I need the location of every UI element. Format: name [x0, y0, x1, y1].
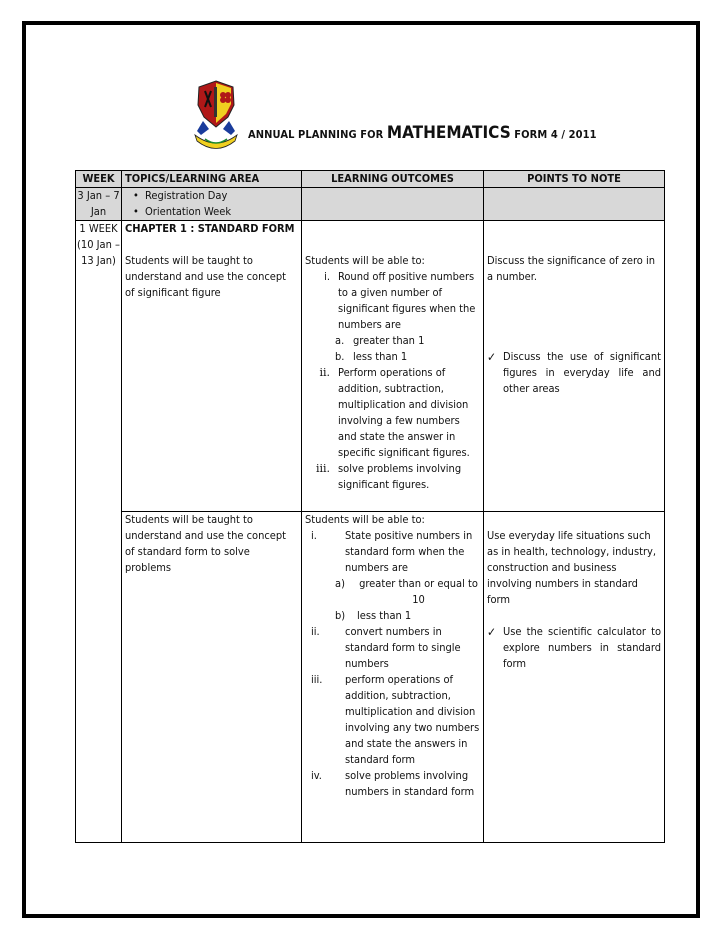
outcomes-cell: [302, 512, 484, 843]
week-cell: 1 WEEK (10 Jan – 13 Jan): [76, 221, 122, 843]
notes-cell: [484, 512, 665, 843]
outcomes-intro: Students will be able to:: [305, 513, 425, 526]
list-item: b. less than 1: [335, 350, 408, 363]
header-topics: TOPICS/LEARNING AREA: [122, 171, 302, 188]
title-suffix: FORM 4 / 2011: [514, 128, 597, 141]
outcomes-intro: Students will be able to:: [305, 254, 425, 267]
note-text: Use everyday life situations such as in health, technology, industry, construction and business involving numbers in standard form: [487, 529, 657, 606]
check-mark-icon: ✓: [487, 350, 497, 364]
topic-text: Students will be taught to understand and use the concept of significant figure: [125, 254, 287, 299]
table-row: [76, 512, 665, 843]
outcomes-cell: [302, 188, 484, 221]
topics-cell: [122, 188, 302, 221]
list-item: a) greater than or equal to 10: [335, 577, 478, 606]
table-row: [76, 221, 665, 512]
title-prefix: ANNUAL PLANNING FOR: [248, 128, 384, 141]
document-title: [248, 123, 597, 143]
topics-cell: [122, 512, 302, 843]
list-item: i. State positive numbers in standard form when the numbers are: [311, 529, 473, 574]
header-outcomes: LEARNING OUTCOMES: [302, 171, 484, 188]
header-week: WEEK: [76, 171, 122, 188]
list-item: • Orientation Week: [125, 204, 298, 220]
note-text: Discuss the significance of zero in a number.: [487, 254, 655, 283]
list-item: ii. convert numbers in standard form to single numbers: [311, 625, 461, 670]
notes-cell: [484, 221, 665, 512]
week-cell: 3 Jan – 7 Jan: [76, 188, 122, 221]
list-item: iv. solve problems involving numbers in standard form: [311, 769, 475, 798]
list-item: • Registration Day: [125, 188, 298, 204]
list-item: b) less than 1: [335, 609, 412, 622]
table-header-row: [76, 171, 665, 188]
list-item: iii. perform operations of addition, subtraction, multiplication and division involving any two numbers and state the answers in standard form: [311, 673, 480, 766]
title-subject: MATHEMATICS: [386, 123, 511, 143]
header-notes: POINTS TO NOTE: [484, 171, 665, 188]
list-item: ii. Perform operations of addition, subtraction, multiplication and division involving a few numbers and state the answer in specific significant figures.: [319, 366, 470, 459]
list-item: iii. solve problems involving significant figures.: [315, 462, 462, 491]
topics-cell: [122, 221, 302, 512]
outcomes-cell: [302, 221, 484, 512]
list-item: i. Round off positive numbers to a given number of significant figures when the numbers are: [324, 270, 476, 331]
school-crest-icon: [185, 77, 247, 157]
topic-text: Students will be taught to understand and use the concept of standard form to solve problems: [125, 513, 287, 574]
check-mark-icon: ✓: [487, 625, 497, 639]
planning-table: [75, 170, 665, 843]
list-item: a. greater than 1: [335, 334, 425, 347]
notes-cell: [484, 188, 665, 221]
chapter-title: CHAPTER 1 : STANDARD FORM: [125, 222, 295, 235]
list-item: ✓ Use the scientific calculator to explore numbers in standard form: [487, 625, 661, 670]
table-row: [76, 188, 665, 221]
list-item: ✓ Discuss the use of significant figures in everyday life and other areas: [487, 350, 661, 395]
